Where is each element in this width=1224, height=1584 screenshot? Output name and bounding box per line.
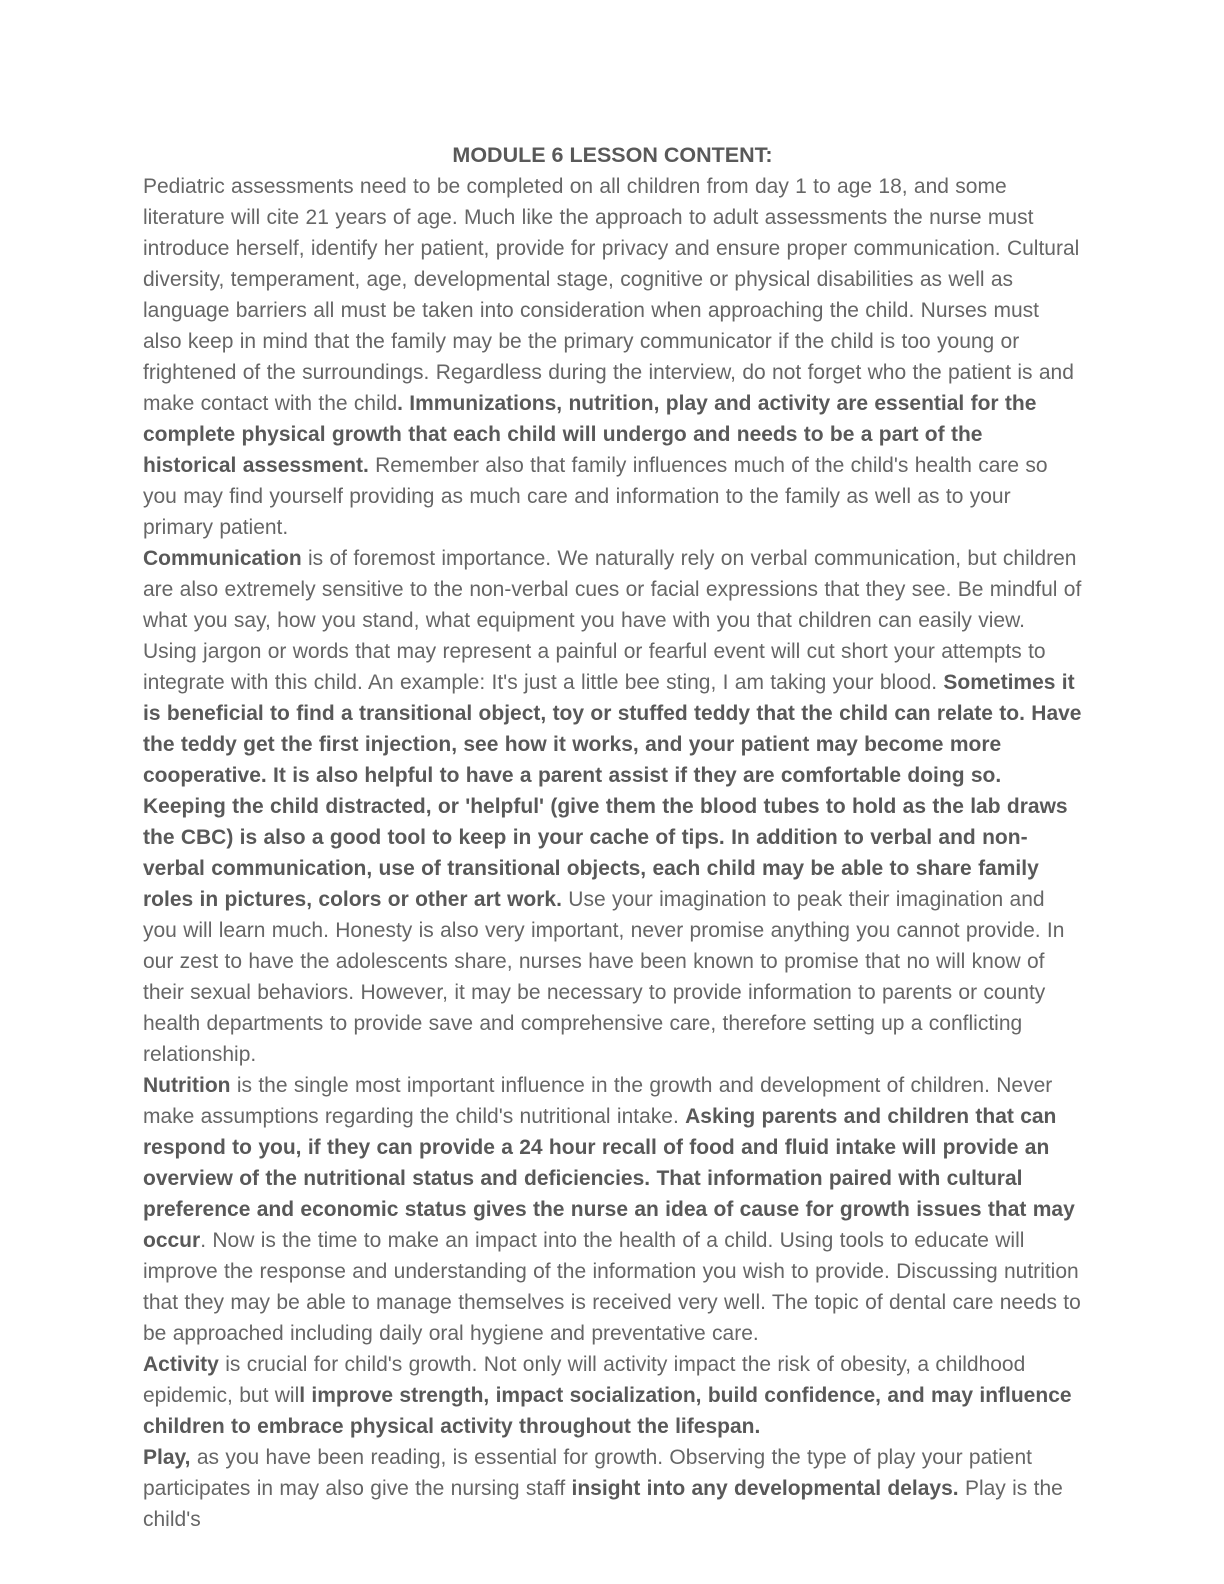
text-run: is crucial for child's growth. Not only will activity impact the risk of obesity, a childhood epidemic, but wil	[143, 1353, 1026, 1407]
paragraph-communication	[143, 543, 1082, 1070]
paragraph-activity	[143, 1349, 1082, 1442]
text-run-bold: Activity	[143, 1353, 219, 1376]
paragraph-pediatric-assessments	[143, 171, 1082, 543]
text-run-bold: Communication	[143, 547, 302, 570]
text-run: . Now is the time to make an impact into the health of a child. Using tools to educate will improve the response and understanding of the information you wish to provide. Discussing nutrition that they may be able to manage themselves is received very well. The topic of dental care needs to be approached including daily oral hygiene and preventative care.	[143, 1229, 1081, 1345]
paragraph-nutrition	[143, 1070, 1082, 1349]
text-run-bold: Play,	[143, 1446, 191, 1469]
text-run: Use your imagination to peak their imagination and you will learn much. Honesty is also very important, never promise anything you cannot provide. In our zest to have the adolescents share, nurses have been known to promise that no will know of their sexual behaviors. However, it may be necessary to provide information to parents or county health departments to provide save and comprehensive care, therefore setting up a conflicting relationship.	[143, 888, 1065, 1066]
text-run-bold: Sometimes it is beneficial to find a transitional object, toy or stuffed teddy that the child can relate to. Have the teddy get the first injection, see how it works, and your patient may become more cooperative. It is also helpful to have a parent assist if they are comfortable doing so. Keeping the child distracted, or 'helpful' (give them the blood tubes to hold as the lab draws the CBC) is also a good tool to keep in your cache of tips. In addition to verbal and non-verbal communication, use of transitional objects, each child may be able to share family roles in pictures, colors or other art work.	[143, 671, 1082, 911]
text-run-bold: . Immunizations, nutrition, play and activity are essential for the complete physical growth that each child will undergo and needs to be a part of the historical assessment.	[143, 392, 1037, 477]
text-run: Remember also that family influences much of the child's health care so you may find yourself providing as much care and information to the family as well as to your primary patient.	[143, 454, 1048, 539]
text-run: is of foremost importance. We naturally rely on verbal communication, but children are also extremely sensitive to the non-verbal cues or facial expressions that they see. Be mindful of what you say, how you stand, what equipment you have with you that children can easily view. Using jargon or words that may represent a painful or fearful event will cut short your attempts to integrate with this child. An example: It's just a little bee sting, I am taking your blood.	[143, 547, 1082, 694]
text-run: as you have been reading, is essential for growth. Observing the type of play your patient participates in may also give the nursing staff	[143, 1446, 1032, 1500]
text-run-bold: insight into any developmental delays.	[571, 1477, 959, 1500]
text-run-bold: Nutrition	[143, 1074, 231, 1097]
text-run: Pediatric assessments need to be completed on all children from day 1 to age 18, and some literature will cite 21 years of age. Much like the approach to adult assessments the nurse must introduce herself, identify her patient, provide for privacy and ensure proper communication. Cultural diversity, temperament, age, developmental stage, cognitive or physical disabilities as well as language barriers all must be taken into consideration when approaching the child. Nurses must also keep in mind that the family may be the primary communicator if the child is too young or frightened of the surroundings. Regardless during the interview, do not forget who the patient is and make contact with the child	[143, 175, 1080, 415]
text-run: Play is the child's	[143, 1477, 1063, 1531]
text-run: is the single most important influence in the growth and development of children. Never make assumptions regarding the child's nutritional intake.	[143, 1074, 1053, 1128]
text-run-bold: Asking parents and children that can respond to you, if they can provide a 24 hour recall of food and fluid intake will provide an overview of the nutritional status and deficiencies. That information paired with cultural preference and economic status gives the nurse an idea of cause for growth issues that may occur	[143, 1105, 1075, 1252]
text-run-bold: l improve strength, impact socialization, build confidence, and may influence children to embrace physical activity throughout the lifespan.	[143, 1384, 1072, 1438]
paragraph-play	[143, 1442, 1082, 1535]
page-title: MODULE 6 LESSON CONTENT:	[452, 143, 773, 167]
